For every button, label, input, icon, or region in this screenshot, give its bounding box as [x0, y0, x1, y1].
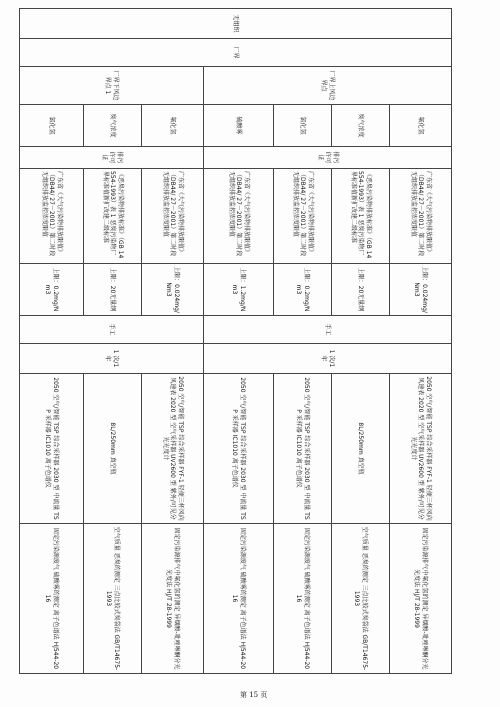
limit-cell: 上限：0.2mg/Nm3 [274, 264, 332, 316]
analysis-cell: 固定污染源废气 硫酸雾的测定 离子色谱法 HJ544-2016 [274, 524, 332, 674]
standard-cell: 广东省《大气污染物排放限值》（DB44/ 27－2001）第二时段无组织排放监控浓度限值 [204, 169, 274, 264]
equipment-cell: 2050 空气/智能 TSP 综合采样器 2030 型 中流量 TSP 采样器 IC1010 离子色谱仪 [274, 374, 332, 524]
frequency-cell: 1 次/1 年 [20, 344, 204, 374]
frequency-cell: 1 次/1 年 [204, 344, 452, 374]
limit-cell: 上限：1.2mg/Nm3 [204, 264, 274, 316]
standard-cell: 广东省《大气污染物排放限值》（DB44/ 27－2001）第二时段无组织排放监控浓度限值 [20, 169, 84, 264]
monitoring-table [19, 8, 452, 674]
permit-cell: 排污许可证 [204, 147, 452, 169]
page-number: 第 15 页 [240, 691, 268, 699]
standard-cell: 广东省《大气污染物排放限值》（DB44/ 27－2001）第二时段无组织排放监控浓度限值 [142, 169, 204, 264]
analysis-cell: 固定污染源废气 硫酸雾的测定 离子色谱法 HJ544-2016 [204, 524, 274, 674]
method-cell: 手工 [204, 316, 452, 344]
item-cell: 氯化氢 [20, 105, 84, 147]
item-cell: 臭气浓度 [84, 105, 142, 147]
analysis-cell: 空气质量 恶臭的测定 三点比较式臭袋法 GB/T14675-1993 [84, 524, 142, 674]
table-row [142, 9, 204, 674]
equipment-cell: 2050 空气/智能 TSP 综合采样器 2030 型 中流量 TSP 采样器 IC1010 离子色谱仪 [20, 374, 84, 524]
scope-cell: 厂界 [20, 39, 452, 67]
limit-cell: 上限：0.024mg/Nm3 [142, 264, 204, 316]
analysis-cell: 固定污染源排气中氟化氢的测定 异烟酸-吡唑啉酮分光光度法 HJ/T 28-1999 [390, 524, 452, 674]
standard-cell: 广东省《大气污染物排放限值》（DB44/ 27－2001）第二时段无组织排放监控浓度限值 [390, 169, 452, 264]
item-cell: 硫酸雾 [204, 105, 274, 147]
equipment-cell: 2050 空气/智能 TSP 综合采样器 FYF-1 轻便三杯风向风速表 2020 型 空气采样器 UV2600 型 紫外/可见分光光度计 [390, 374, 452, 524]
table-row [390, 9, 452, 674]
equipment-cell: 2050 空气/智能 TSP 综合采样器 FYF-1 轻便三杯风向风速表 2020 型 空气采样器 UV2600 型 紫外/可见分光光度计 [142, 374, 204, 524]
item-cell: 氟化氢 [390, 105, 452, 147]
limit-cell: 上限：20无量纲 [332, 264, 390, 316]
location-cell: 厂界上风边界点 [204, 67, 452, 105]
equipment-cell: 8L/250mm 真空瓶 [332, 374, 390, 524]
equipment-cell: 8L/250mm 真空瓶 [84, 374, 142, 524]
rotated-table-container [20, 8, 452, 673]
standard-cell: 《恶臭污染物排放标准》（GB 14554-1993）表 1 恶臭污染物厂界标准值新扩改建二级标准 [332, 169, 390, 264]
limit-cell: 上限：0.024mg/Nm3 [390, 264, 452, 316]
item-cell: 氯化氢 [274, 105, 332, 147]
category-cell: 无组织 [20, 9, 452, 39]
analysis-cell: 固定污染源排气中氟化氢的测定 异烟酸-吡唑啉酮分光光度法 HJ/T 28-1999 [142, 524, 204, 674]
standard-cell: 广东省《大气污染物排放限值》（DB44/ 27－2001）第二时段无组织排放监控浓度限值 [274, 169, 332, 264]
limit-cell: 上限：20无量纲 [84, 264, 142, 316]
standard-cell: 《恶臭污染物排放标准》（GB 14554-1993）表 1 恶臭污染物厂界标准值新扩改建二级标准 [84, 169, 142, 264]
limit-cell: 上限：0.2mg/Nm3 [20, 264, 84, 316]
permit-cell: 排污许可证 [20, 147, 204, 169]
method-cell: 手工 [20, 316, 204, 344]
item-cell: 臭气浓度 [332, 105, 390, 147]
analysis-cell: 空气质量 恶臭的测定 三点比较式臭袋法 GB/T14675-1993 [332, 524, 390, 674]
location-cell: 厂界下风边界点 1 [20, 67, 204, 105]
item-cell: 氟化氢 [142, 105, 204, 147]
equipment-cell: 2050 空气/智能 TSP 综合采样器 2030 型 中流量 TSP 采样器 IC1010 离子色谱仪 [204, 374, 274, 524]
analysis-cell: 固定污染源废气 硫酸雾的测定 离子色谱法 HJ544-2016 [20, 524, 84, 674]
